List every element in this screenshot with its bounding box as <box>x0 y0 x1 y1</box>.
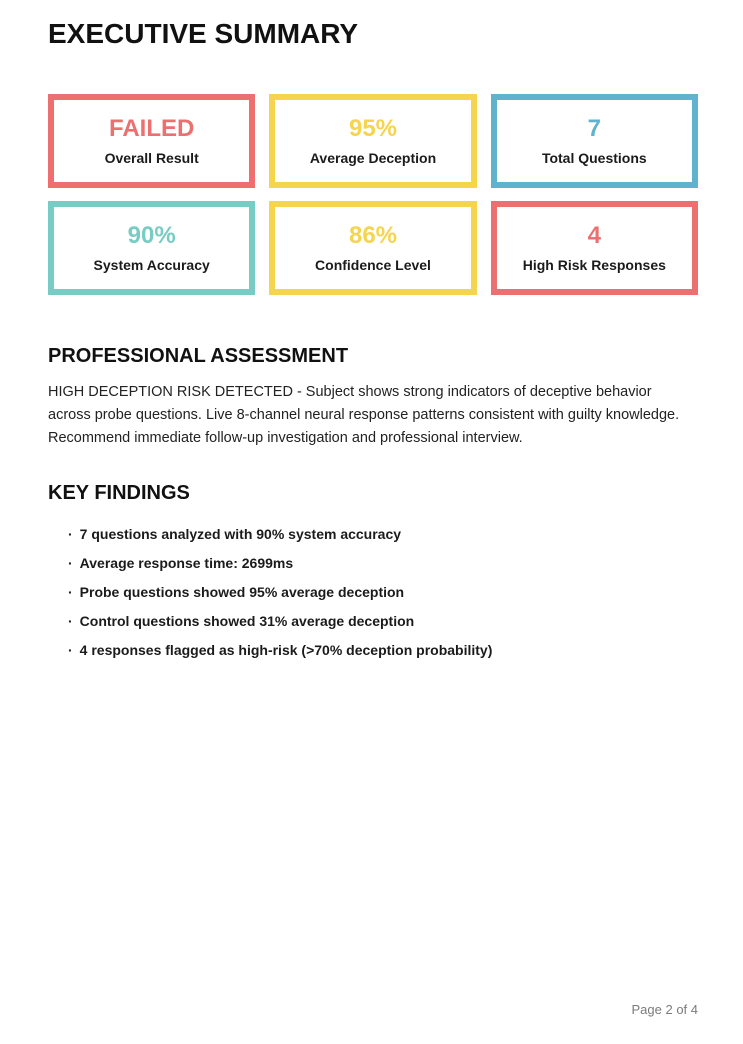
card-value: 90% <box>127 222 176 249</box>
bullet-dot-icon: · <box>68 613 73 629</box>
bullet-dot-icon: · <box>68 526 73 542</box>
assessment-heading: PROFESSIONAL ASSESSMENT <box>48 345 349 367</box>
key-findings-list <box>48 526 698 659</box>
key-finding-text: Control questions showed 31% average deception <box>79 613 415 629</box>
card-value: 4 <box>587 222 601 249</box>
key-finding-item <box>68 642 698 659</box>
card-value: FAILED <box>108 115 195 142</box>
card-label: Confidence Level <box>315 257 431 273</box>
bullet-dot-icon: · <box>68 555 73 571</box>
summary-card <box>491 94 698 188</box>
summary-card <box>48 201 255 295</box>
assessment-body: HIGH DECEPTION RISK DETECTED - Subject shows strong indicators of deceptive behavior across probe questions. Live 8-channel neural response patterns consistent with guilty knowledge. Recommend immediate follow-up investigation and professional interview. <box>48 384 680 446</box>
key-finding-item <box>68 555 698 572</box>
card-label: Total Questions <box>541 150 647 166</box>
summary-card <box>491 201 698 295</box>
key-finding-text: Average response time: 2699ms <box>79 555 294 571</box>
key-finding-item <box>68 584 698 601</box>
card-label: Overall Result <box>104 150 199 166</box>
report-content <box>0 18 743 659</box>
key-findings-heading: KEY FINDINGS <box>48 482 190 504</box>
key-finding-text: Probe questions showed 95% average deception <box>79 584 405 600</box>
summary-cards <box>48 94 698 295</box>
bullet-dot-icon: · <box>68 642 73 658</box>
bullet-dot-icon: · <box>68 584 73 600</box>
summary-card <box>269 94 476 188</box>
key-finding-item <box>68 526 698 543</box>
card-label: Average Deception <box>309 150 437 166</box>
card-label: High Risk Responses <box>522 257 666 273</box>
summary-card <box>269 201 476 295</box>
page-title: EXECUTIVE SUMMARY <box>48 18 359 49</box>
summary-card <box>48 94 255 188</box>
key-finding-text: 7 questions analyzed with 90% system accuracy <box>79 526 402 542</box>
card-value: 7 <box>587 115 601 142</box>
card-value: 86% <box>348 222 398 249</box>
page-footer: Page 2 of 4 <box>631 1002 698 1017</box>
card-label: System Accuracy <box>93 257 210 273</box>
key-finding-item <box>68 613 698 630</box>
card-value: 95% <box>348 115 398 142</box>
key-finding-text: 4 responses flagged as high-risk (>70% deception probability) <box>79 642 493 658</box>
